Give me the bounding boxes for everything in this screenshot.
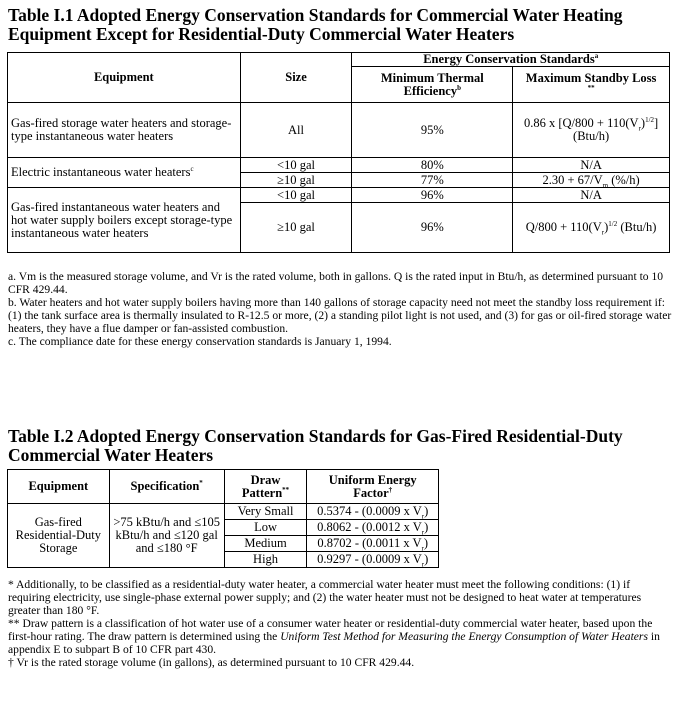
table1-cell-standby: N/A: [513, 188, 670, 203]
footnote-marker: c: [190, 164, 194, 173]
table2-header-equipment: Equipment: [8, 470, 110, 504]
table1-title-line1: Table I.1 Adopted Energy Conservation Standards for Commercial Water Heating: [8, 5, 623, 25]
table1-cell-efficiency: 80%: [352, 158, 513, 173]
test-method-title: Uniform Test Method for Measuring the Energy Consumption of Water Heaters: [280, 630, 648, 643]
table1-cell-size: ≥10 gal: [240, 173, 352, 188]
table1-header-group: Energy Conservation Standards$^a$: [352, 53, 670, 67]
table-row: [8, 504, 439, 520]
table1-header-standby: Maximum Standby Loss **: [513, 67, 670, 103]
table-row: [8, 188, 670, 203]
table2-note-draw: ** Draw pattern is a classification of hot water use of a consumer water heater or residential-duty commercial water heater, based upon the first-hour rating. The draw pattern is determined using the Uniform Test Method for Measuring the Energy Consumption of Water Heaters in appendix E to subpart B of 10 CFR part 430.: [8, 617, 660, 656]
table1-cell-equipment: Gas-fired storage water heaters and storage-type instantaneous water heaters: [8, 103, 241, 158]
table1-cell-standby: 0.86 x $[Q/800 + 110(V_r)^{1/2}]$ (Btu/h): [513, 103, 670, 158]
table1-header-thermal: Minimum Thermal Efficiency$^b$: [352, 67, 513, 103]
table1-cell-equipment: Electric instantaneous water heaters$^c$: [8, 158, 241, 188]
table2-cell-specification: >75 kBtu/h and ≤105 kBtu/h and ≤120 gal and ≤180 °F: [109, 504, 224, 568]
table2-cell-uef: 0.9297 - (0.0009 x $V_r$): [307, 552, 439, 568]
table1-cell-standby: N/A: [513, 158, 670, 173]
table1-title-line2: Equipment Except for Residential-Duty Commercial Water Heaters: [8, 24, 515, 44]
table2-cell-draw: Low: [224, 520, 307, 536]
table1-header-size: Size: [240, 53, 352, 103]
table1-cell-size: <10 gal: [240, 188, 352, 203]
footnote-marker: a: [594, 51, 599, 60]
table2-note-star: * Additionally, to be classified as a residential-duty water heater, a commercial water heater must meet the following conditions: (1) if requiring electricity, use single-phase external power supply; and (2) the water heater must not be designed to heat water at temperatures greater than 180 °F.: [8, 578, 642, 617]
table1-header-equipment: Equipment: [8, 53, 241, 103]
table2-cell-draw: Very Small: [224, 504, 307, 520]
table2-cell-uef: 0.5374 - (0.0009 x $V_r$): [307, 504, 439, 520]
table2-cell-uef: 0.8702 - (0.0011 x $V_r$): [307, 536, 439, 552]
footnote-marker: **: [587, 83, 595, 92]
table1-cell-size: <10 gal: [240, 158, 352, 173]
table2-header-specification: Specification*: [109, 470, 224, 504]
table2-header-uef: Uniform Energy Factor†: [307, 470, 439, 504]
footnote-marker: †: [388, 485, 393, 494]
table2-title-line2: Commercial Water Heaters: [8, 445, 214, 465]
table2-notes: [8, 578, 672, 669]
table-row: [8, 103, 670, 158]
table1-cell-size: All: [240, 103, 352, 158]
table1-cell-standby: $2.30 + 67/V_m$ (%/h): [513, 173, 670, 188]
table1-cell-efficiency: 96%: [352, 188, 513, 203]
table2-cell-draw: High: [224, 552, 307, 568]
table1-note-b: b. Water heaters and hot water supply boilers having more than 140 gallons of storage capacity need not meet the standby loss requirement if: (1) the tank surface area is thermally insulated to R-12.5 or more, (2) a standing pilot light is not used, and (3) for gas or oil-fired storage water heaters, they have a flue damper or fan-assisted combustion.: [8, 296, 672, 335]
table1-cell-equipment: Gas-fired instantaneous water heaters and hot water supply boilers except storage-type instantaneous water heaters: [8, 188, 241, 253]
table1: [7, 52, 670, 253]
table1-cell-efficiency: 77%: [352, 173, 513, 188]
table2-cell-equipment: Gas-fired Residential-Duty Storage: [8, 504, 110, 568]
table1-note-c: c. The compliance date for these energy conservation standards is January 1, 1994.: [8, 335, 392, 348]
table2-title: [8, 427, 672, 465]
table2-cell-draw: Medium: [224, 536, 307, 552]
table2-title-line1: Table I.2 Adopted Energy Conservation Standards for Gas-Fired Residential-Duty: [8, 426, 623, 446]
table1-note-a: a. Vm is the measured storage volume, and Vr is the rated volume, both in gallons. Q is the rated input in Btu/h, as determined pursuant to 10 CFR 429.44.: [8, 270, 664, 296]
table2: [7, 469, 439, 568]
table2-cell-uef: 0.8062 - (0.0012 x $V_r$): [307, 520, 439, 536]
table1-cell-efficiency: 95%: [352, 103, 513, 158]
table1-cell-size: ≥10 gal: [240, 203, 352, 253]
footnote-marker: **: [282, 485, 290, 494]
table2-note-dagger: † Vr is the rated storage volume (in gallons), as determined pursuant to 10 CFR 429.44.: [8, 656, 415, 669]
table-row: [8, 158, 670, 173]
footnote-marker: *: [199, 478, 203, 487]
table1-title: [8, 6, 672, 44]
table2-header-draw: Draw Pattern**: [224, 470, 307, 504]
table1-notes: [8, 270, 672, 348]
table1-cell-efficiency: 96%: [352, 203, 513, 253]
table1-cell-standby: $Q/800 + 110(V_r)^{1/2}$ (Btu/h): [513, 203, 670, 253]
footnote-marker: b: [457, 83, 461, 92]
